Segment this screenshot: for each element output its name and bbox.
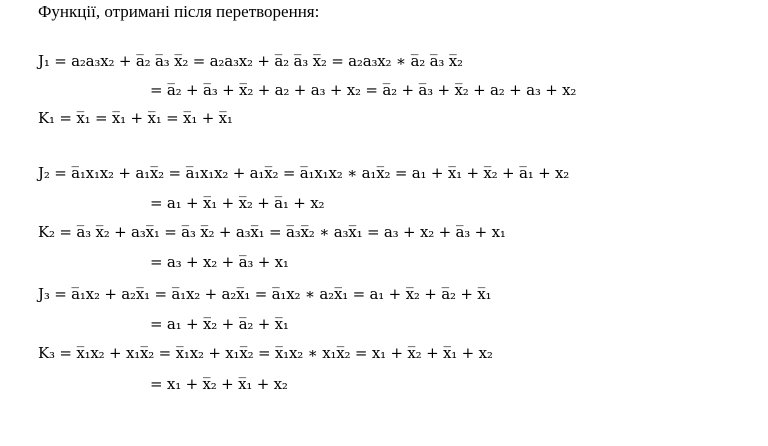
- equation-j2-line-1: J₂ = a̅₁x₁x₂ + a₁x̅₂ = a̅₁x₁x₂ + a₁x̅₂ = a̅₁x₁x₂ ∗ a₁x̅₂ = a₁ + x̅₁ + x̅₂ + a̅₁ + x₂: [38, 164, 570, 182]
- equation-k1-line-1: K₁ = x̅₁ = x̅₁ + x̅₁ = x̅₁ + x̅₁: [38, 109, 233, 127]
- equation-j1-line-2: = a̅₂ + a̅₃ + x̅₂ + a₂ + a₃ + x₂ = a̅₂ + a̅₃ + x̅₂ + a₂ + a₃ + x₂: [150, 81, 577, 99]
- equation-k2-line-2: = a₃ + x₂ + a̅₃ + x₁: [150, 253, 289, 271]
- equation-j2-line-2: = a₁ + x̅₁ + x̅₂ + a̅₁ + x₂: [150, 194, 325, 212]
- equation-k3-line-1: K₃ = x̅₁x₂ + x₁x̅₂ = x̅₁x₂ + x₁x̅₂ = x̅₁x₂ ∗ x₁x̅₂ = x₁ + x̅₂ + x̅₁ + x₂: [38, 344, 493, 362]
- equation-k3-line-2: = x₁ + x̅₂ + x̅₁ + x₂: [150, 375, 288, 393]
- equation-j3-line-2: = a₁ + x̅₂ + a̅₂ + x̅₁: [150, 315, 289, 333]
- page-heading: Функції, отримані після перетворення:: [38, 2, 320, 21]
- equation-j1-line-1: J₁ = a₂a₃x₂ + a̅₂ a̅₃ x̅₂ = a₂a₃x₂ + a̅₂ a̅₃ x̅₂ = a₂a₃x₂ ∗ a̅₂ a̅₃ x̅₂: [38, 52, 463, 70]
- equation-k2-line-1: K₂ = a̅₃ x̅₂ + a₃x̅₁ = a̅₃ x̅₂ + a₃x̅₁ = a̅₃x̅₂ ∗ a₃x̅₁ = a₃ + x₂ + a̅₃ + x₁: [38, 223, 506, 241]
- equation-j3-line-1: J₃ = a̅₁x₂ + a₂x̅₁ = a̅₁x₂ + a₂x̅₁ = a̅₁x₂ ∗ a₂x̅₁ = a₁ + x̅₂ + a̅₂ + x̅₁: [38, 285, 492, 303]
